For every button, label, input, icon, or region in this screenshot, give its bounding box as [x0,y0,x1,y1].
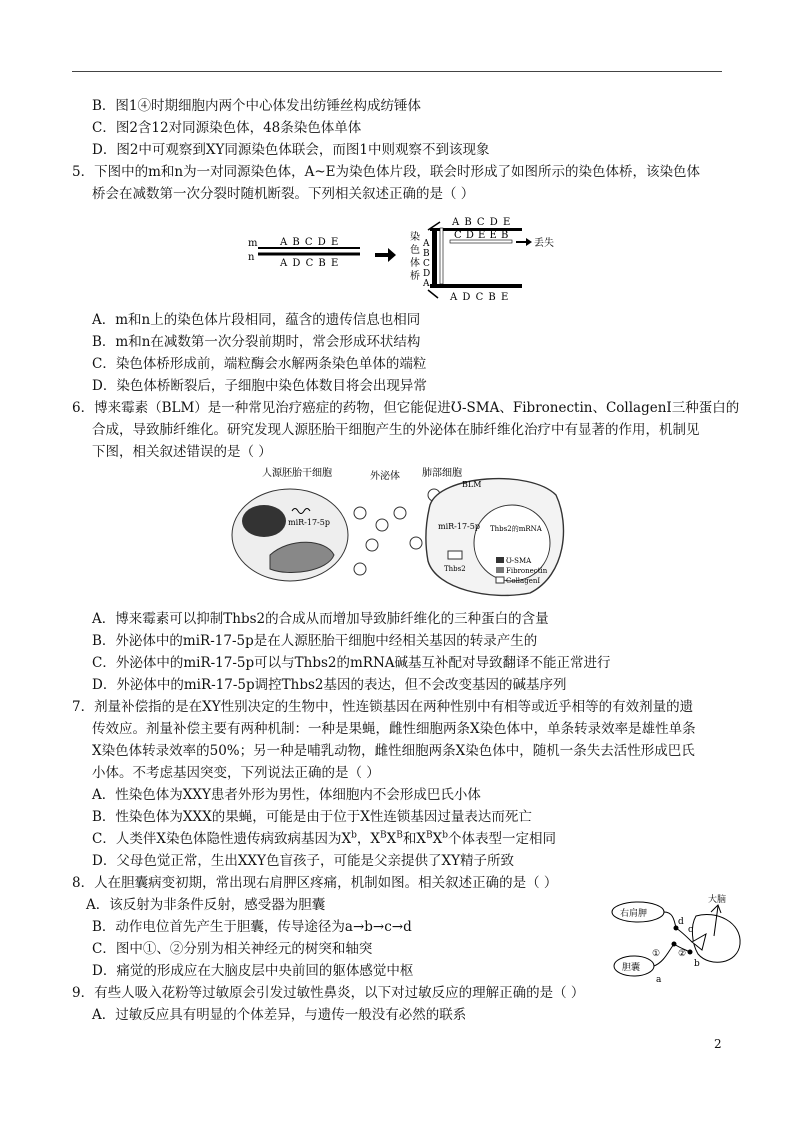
q7-stem-4: 小体。不考虑基因突变，下列说法正确的是（ ） [92,765,380,781]
q7-option-d: D．父母色觉正常，生出XXY色盲孩子，可能是父亲提供了XY精子所致 [92,853,514,869]
arrow-icon [375,248,396,262]
q8-option-d: D．痛觉的形成应在大脑皮层中央前回的躯体感觉中枢 [92,963,414,979]
q8-reflex-figure [610,892,756,988]
legend-collagen: CollagenⅠ [506,577,541,585]
blm-label: BLM [462,480,482,489]
q7-option-c: C．人类伴X染色体隐性遗传病致病基因为$X^b$，$X^BX^B$和$X^BX^b$个体表型一定相同 [92,830,556,847]
q9-stem: 9．有些人吸入花粉等过敏原会引发过敏性鼻炎，以下对过敏反应的理解正确的是（ ） [72,985,585,1001]
svg-text:染: 染 [410,232,420,243]
q6-stem-3: 下图，相关叙述错误的是（ ） [92,444,272,460]
q6-option-b: B．外泌体中的miR-17-5p是在人源胚胎干细胞中经相关基因的转录产生的 [92,633,538,649]
vertical-sequence [422,239,430,289]
q7-option-a: A．性染色体为XXY患者外形为男性，体细胞内不会形成巴氏小体 [92,787,481,803]
legend-fibronectin: Fibronectin [506,567,548,575]
label-m: m [248,238,258,249]
label-n: n [248,252,255,263]
mir-label-1: miR-17-5p [288,518,330,527]
q8-stem: 8．人在胆囊病变初期，常出现右肩胛区疼痛，机制如图。相关叙述正确的是（ ） [72,875,558,891]
label-d: d [678,917,684,927]
label-a: a [656,975,662,985]
q9-option-a: A．过敏反应具有明显的个体差异，与遗传一般没有必然的联系 [92,1007,467,1023]
q8-option-a: A．该反射为非条件反射，感受器为胆囊 [86,897,326,913]
q6-option-c: C．外泌体中的miR-17-5p可以与Thbs2的mRNA碱基互补配对导致翻译不能正常进行 [92,655,611,671]
gall-label: 胆囊 [622,963,641,973]
svg-text:体: 体 [410,258,420,269]
fragment-sequence: C D E E B [454,230,509,241]
q5-chromosome-figure [240,208,560,303]
shoulder-label: 右肩胛 [620,909,648,919]
q6-exosome-figure [230,465,570,601]
svg-text:色: 色 [410,245,420,256]
q5-option-b: B．m和n在减数第一次分裂前期时，常会形成环状结构 [92,334,421,350]
m-sequence: A B C D E [280,237,340,248]
q8-option-c: C．图中①、②分别为相关神经元的树突和轴突 [92,941,373,957]
label-c: c [688,925,694,935]
q6-stem-1: 6．博来霉素（BLM）是一种常见治疗癌症的药物，但它能促进Ʊ-SMA、Fibronectin、CollagenⅠ三种蛋白的 [72,400,740,416]
stem-cell-label: 人源胚胎干细胞 [262,468,332,479]
svg-text:A: A [423,279,430,289]
svg-text:桥: 桥 [410,271,420,282]
thbs2-label: Thbs2 [444,565,466,573]
lost-label: 丢失 [534,238,554,249]
q5-stem-1: 5．下图中的m和n为一对同源染色体，A~E为染色体片段，联会时形成了如图所示的染色体桥，该染色体 [72,164,700,180]
q7-option-b: B．性染色体为XXX的果蝇，可能是由于位于X性连锁基因过量表达而死亡 [92,809,532,825]
svg-text:D: D [423,269,431,279]
q7-stem-2: 传效应。剂量补偿主要有两种机制：一种是果蝇，雌性细胞两条X染色体中，单条转录效率是雄性单条 [92,721,696,737]
q8-option-b: B．动作电位首先产生于胆囊，传导途径为a→b→c→d [92,919,412,935]
q7-stem-1: 7．剂量补偿指的是在XY性别决定的生物中，性连锁基因在两种性别中有相等或近乎相等的有效剂量的遗 [72,699,694,715]
mir-label-2: miR-17-5p [438,522,480,531]
top-sequence: A B C D E [452,217,512,228]
label-b: b [694,959,700,969]
svg-text:C: C [423,259,430,269]
legend-usma: Ʊ-SMA [506,557,532,565]
bridge-label [410,230,420,282]
label-one: ① [652,949,661,959]
q6-option-d: D．外泌体中的miR-17-5p调控Thbs2基因的表达，但不会改变基因的碱基序列 [92,677,567,693]
prev-option-b: B．图1④时期细胞内两个中心体发出纺锤丝构成纺锤体 [92,98,422,114]
q5-stem-2: 桥会在减数第一次分裂时随机断裂。下列相关叙述正确的是（ ） [92,186,475,202]
lung-cell-label: 肺部细胞 [422,468,462,479]
prev-option-c: C．图2含12对同源染色体，48条染色体单体 [92,120,362,136]
q5-option-c: C．染色体桥形成前，端粒酶会水解两条染色单体的端粒 [92,356,427,372]
bottom-sequence: A D C B E [450,292,510,303]
svg-text:B: B [423,249,430,259]
mrna-label: Thbs2的mRNA [490,525,542,533]
brain-label: 大脑 [708,895,727,905]
exosome-label: 外泌体 [370,471,400,482]
header-rule [72,71,722,72]
page-number: 2 [714,1037,722,1051]
q6-stem-2: 合成，导致肺纤维化。研究发现人源胚胎干细胞产生的外泌体在肺纤维化治疗中有显著的作用，机制见 [92,422,700,438]
label-two: ② [678,949,687,959]
q5-option-a: A．m和n上的染色体片段相同，蕴含的遗传信息也相同 [92,312,421,328]
q6-option-a: A．博来霉素可以抑制Thbs2的合成从而增加导致肺纤维化的三种蛋白的含量 [92,611,549,627]
n-sequence: A D C B E [280,258,340,269]
svg-text:A: A [423,239,430,249]
q7-stem-3: X染色体转录效率的50%；另一种是哺乳动物，雌性细胞两条X染色体中，随机一条失去活性形成巴氏 [92,743,695,759]
prev-option-d: D．图2中可观察到XY同源染色体联会，而图1中则观察不到该现象 [92,142,490,158]
q5-option-d: D．染色体桥断裂后，子细胞中染色体数目将会出现异常 [92,378,427,394]
